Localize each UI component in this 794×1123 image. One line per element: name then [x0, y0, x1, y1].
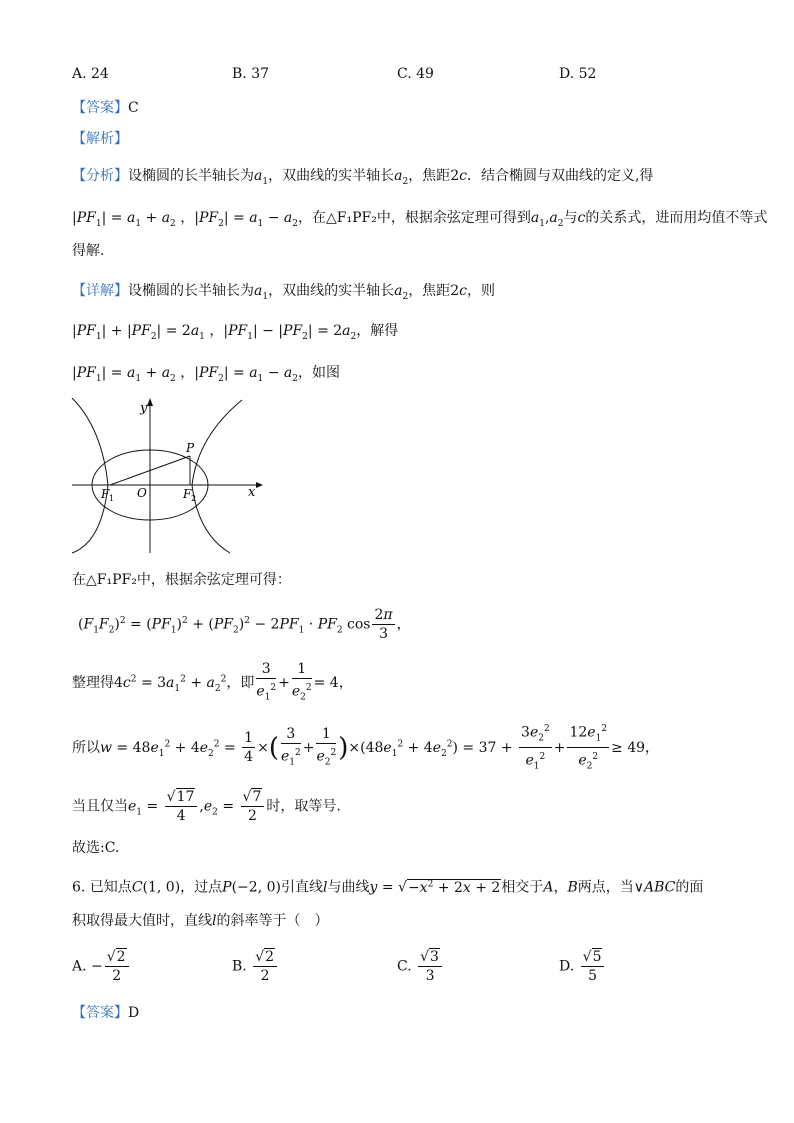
text: 所以: [72, 739, 100, 756]
text: ，焦距: [408, 283, 451, 299]
xiangjie-line-3: $|PF_1| = a_1 + a_2$ ，$|PF_2| = a_1 - a_2$，如图: [72, 365, 341, 384]
text: ，双曲线的实半轴长: [268, 283, 395, 299]
text: ，过点: [180, 879, 223, 896]
fenxi-line-1: 【分析】设椭圆的长半轴长为$a_1$，双曲线的实半轴长$a_2$，焦距2c．结合椭圆与双曲线的定义,得: [72, 168, 654, 187]
choose-line: 故选:C.: [72, 840, 120, 856]
text: 设椭圆的长半轴长为: [128, 283, 254, 299]
text: 的斜率等于（ ）: [216, 913, 329, 929]
answer-value: C: [128, 100, 139, 116]
text: ，则: [466, 283, 495, 299]
text: 当且仅当: [72, 798, 128, 815]
text: C.: [397, 958, 412, 975]
text: D.: [559, 958, 575, 975]
fenxi-line-2: $|PF_1| = a_1 + a_2$ ，$|PF_2| = a_1 - a_2$，在△F₁PF₂中，根据余弦定理可得到$a_1,a_2$与c的关系式，进而用均值不等式: [72, 210, 768, 229]
q6-option-b: B. $\frac{√2}{2}$: [232, 948, 279, 985]
text: 的关系式，进而用均值不等式: [585, 210, 768, 226]
text: ，解得: [356, 323, 399, 339]
text: 与: [563, 210, 578, 226]
text: 积取得最大值时，直线: [72, 913, 212, 929]
label-y: y: [140, 401, 148, 416]
answer6-tag: 【答案】: [72, 1005, 128, 1021]
cosine-formula: $(F_1F_2)^2 = (PF_1)^2 + (PF_2)^2 - 2PF_1 \cdot PF_2$ cos $\frac{2\pi}{3}$ ，: [78, 607, 411, 642]
xiangjie-line-2: $|PF_1| + |PF_2| = 2a_1$ ，$|PF_1| - |PF_2| = 2a_2$，解得: [72, 323, 399, 342]
label-x: x: [248, 485, 256, 500]
text: B.: [232, 958, 247, 975]
text: A.: [72, 958, 87, 975]
text: ，即: [226, 675, 255, 692]
option-c: C. 49: [397, 66, 434, 82]
text: △F₁PF₂: [326, 210, 377, 226]
q6-option-a: A. − $\frac{√2}{2}$: [72, 948, 131, 985]
answer6-line: [72, 1003, 139, 1023]
analysis-heading: [72, 129, 128, 149]
q6-option-c: C. $\frac{√3}{3}$: [397, 948, 444, 985]
hyperbola-right-branch: [192, 400, 242, 553]
text: ，在: [298, 210, 327, 226]
equality-line: 当且仅当$e_1$ = $\frac{√17}{4}$ $,e_2$ = $\frac{√7}{2}$ 时，取等号.: [72, 789, 341, 824]
y-axis-arrow: [147, 398, 153, 406]
text: ．结合椭圆与双曲线的定义,得: [466, 168, 654, 184]
analysis-tag: 【解析】: [72, 131, 128, 147]
cosine-intro: 在△F₁PF₂中，根据余弦定理可得：: [72, 572, 291, 588]
answer-tag: 【答案】: [72, 100, 128, 116]
xiangjie-tag: 【详解】: [72, 283, 128, 299]
text: 相交于: [501, 879, 544, 896]
answer-line: [72, 98, 139, 118]
label-f2: F: [183, 487, 192, 501]
text: 6.: [72, 879, 86, 896]
label-o: O: [137, 486, 147, 500]
text: ，双曲线的实半轴长: [268, 168, 395, 184]
simplify-line: 整理得$4c^2 = 3a_1^2 + a_2^2$，即 $\frac{3}{e_1^2}$ + $\frac{1}{e_2^2}$ = 4，: [72, 661, 353, 703]
hyperbola-left-branch: [72, 398, 108, 553]
answer6-value: D: [128, 1005, 140, 1021]
text: 两点，当∨: [577, 879, 644, 896]
fenxi-line-3: 得解.: [72, 243, 105, 259]
text: 引直线: [280, 879, 323, 896]
text: 的面: [675, 879, 704, 896]
label-p: P: [186, 441, 195, 455]
so-line: 所以$w = 48e_1^2 + 4e_2^2$ = $\frac{1}{4}$ ×( $\frac{3}{e_1^2}$ + $\frac{1}{e_2^2}$ )$\times(48e_1^2 + 4e_2^2) = 37$ + $\frac{3e_2^2}{e_1^2}$ + $\frac{12e_1^2}{e_2^2}$ ≥ 49，: [72, 720, 659, 776]
q6-option-d: D. $\frac{√5}{5}$: [559, 948, 606, 985]
text: 已知点: [89, 879, 132, 896]
text: 时，取等号.: [266, 798, 341, 815]
q6-line-1: 6. 已知点C(1, 0)，过点P(−2, 0)引直线l与曲线$y = √-x^2 + 2x + 2$相交于A，B两点，当∨ABC的面: [72, 879, 704, 896]
text: ，如图: [298, 365, 341, 381]
option-b: B. 37: [232, 66, 270, 82]
label-f1: F: [101, 487, 110, 501]
option-d: D. 52: [559, 66, 597, 82]
svg-text:2: 2: [191, 494, 197, 503]
fenxi-tag: 【分析】: [72, 168, 128, 184]
option-a: A. 24: [72, 66, 109, 82]
xiangjie-line-1: 【详解】设椭圆的长半轴长为$a_1$，双曲线的实半轴长$a_2$，焦距2c，则: [72, 283, 495, 302]
x-axis-arrow: [256, 482, 263, 488]
text: 设椭圆的长半轴长为: [128, 168, 254, 184]
text: ，焦距: [408, 168, 451, 184]
ellipse-hyperbola-figure: [70, 398, 270, 556]
q6-line-2: 积取得最大值时，直线l的斜率等于（ ）: [72, 913, 329, 929]
text: 与曲线: [327, 879, 370, 896]
text: 中，根据余弦定理可得到: [376, 210, 531, 226]
text: 整理得: [72, 675, 114, 692]
svg-text:1: 1: [109, 494, 115, 503]
